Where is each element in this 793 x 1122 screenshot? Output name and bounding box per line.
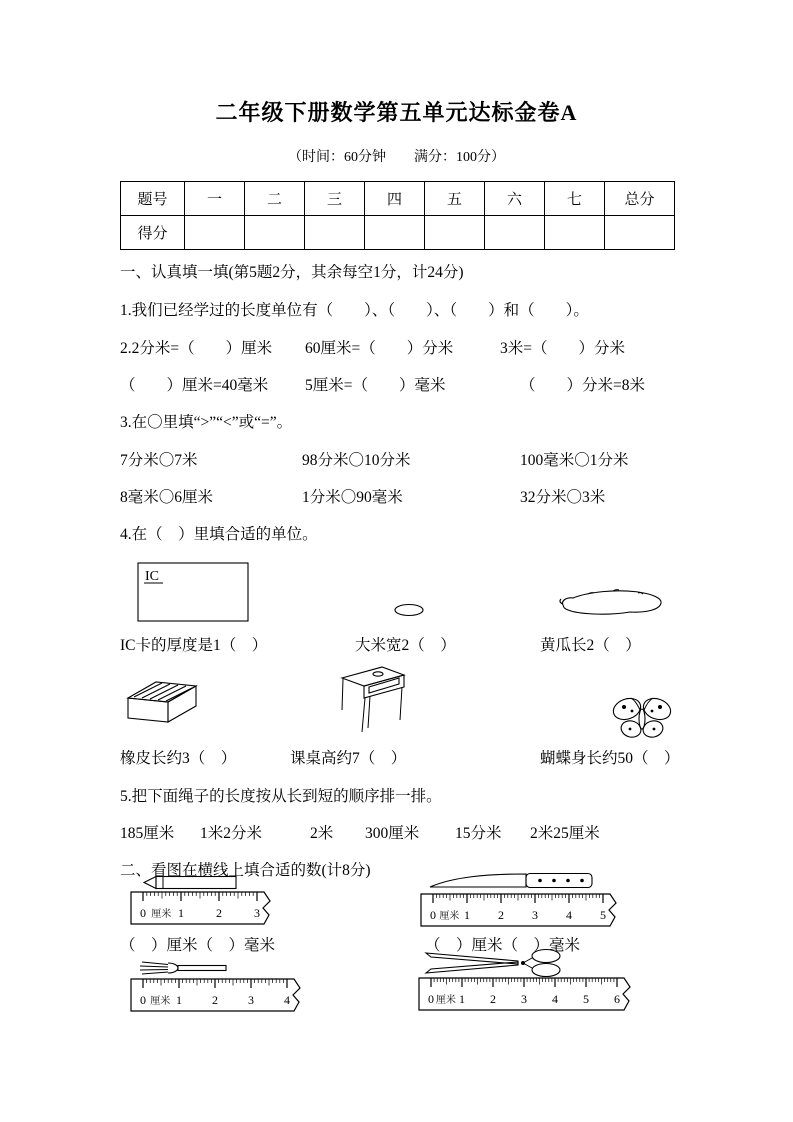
- svg-text:2: 2: [498, 908, 504, 922]
- q4-label: 大米宽2（ ）: [355, 637, 456, 654]
- q4-label: 蝴蝶身长约50（ ）: [540, 750, 680, 767]
- knife-icon: [428, 871, 596, 893]
- q4-label: 课桌高约7（ ）: [290, 750, 407, 767]
- score-blank-cell: [305, 216, 365, 250]
- answer-line-2: （ ）厘米（ ）毫米: [425, 937, 581, 954]
- question-3-row1: [120, 448, 680, 470]
- q5-item: 185厘米: [120, 825, 175, 842]
- score-header-cell: 七: [545, 182, 605, 216]
- question-4-labels-row2: [120, 746, 680, 768]
- scissors-ruler: [418, 977, 632, 1016]
- q2-item: （ ）厘米=40毫米: [120, 377, 269, 394]
- svg-text:2: 2: [212, 993, 218, 1007]
- question-2-row1: [120, 336, 680, 358]
- q5-item: 2米: [310, 825, 334, 842]
- q5-item: 2米25厘米: [530, 825, 600, 842]
- q3-item: 32分米〇3米: [520, 489, 606, 506]
- question-4-heading: 4.在（ ）里填合适的单位。: [120, 526, 318, 543]
- svg-text:4: 4: [284, 993, 290, 1007]
- q3-item: 7分米〇7米: [120, 452, 198, 469]
- page-subtitle: （时间：60分钟 满分：100分）: [288, 150, 505, 165]
- question-3-row2: [120, 485, 680, 507]
- section1-heading: 一、认真填一填(第5题2分，其余每空1分，计24分): [120, 264, 464, 281]
- svg-text:3: 3: [532, 908, 538, 922]
- score-header-cell: 五: [425, 182, 485, 216]
- answer-line-1: （ ）厘米（ ）毫米: [120, 937, 276, 954]
- q3-item: 100毫米〇1分米: [520, 452, 629, 469]
- q2-item: 2.2分米=（ ）厘米: [120, 340, 273, 357]
- question-2-row2: [120, 373, 680, 395]
- svg-text:0: 0: [140, 906, 146, 920]
- desk-icon: [336, 662, 410, 738]
- rice-grain-icon: [392, 602, 426, 618]
- score-header-cell: 二: [245, 182, 305, 216]
- q2-item: 5厘米=（ ）毫米: [305, 377, 446, 394]
- q4-label: IC卡的厚度是1（ ）: [120, 637, 268, 654]
- cucumber-icon: [558, 585, 666, 621]
- score-header-cell: 四: [365, 182, 425, 216]
- q4-label: 橡皮长约3（ ）: [120, 750, 237, 767]
- svg-text:1: 1: [176, 993, 182, 1007]
- svg-text:3: 3: [521, 992, 527, 1006]
- q2-item: 3米=（ ）分米: [500, 340, 625, 357]
- crayon-icon: [142, 875, 238, 890]
- question-1: 1.我们已经学过的长度单位有（ ）、（ ）、（ ）和（ ）。: [120, 302, 589, 319]
- question-4-labels-row1: [120, 633, 680, 655]
- q4-label: 黄瓜长2（ ）: [540, 637, 641, 654]
- svg-text:0: 0: [140, 993, 146, 1007]
- page-title: 二年级下册数学第五单元达标金卷A: [215, 100, 578, 125]
- score-header-cell: 三: [305, 182, 365, 216]
- scissors-icon: [424, 948, 582, 978]
- question-3-heading: 3.在〇里填“>”“<”或“=”。: [120, 414, 293, 431]
- q3-item: 1分米〇90毫米: [302, 489, 403, 506]
- svg-text:4: 4: [566, 908, 572, 922]
- section2-heading: 二、看图在横线上填合适的数(计8分): [120, 862, 371, 879]
- score-blank-cell: [605, 216, 675, 250]
- q2-item: 60厘米=（ ）分米: [305, 340, 454, 357]
- svg-text:2: 2: [216, 906, 222, 920]
- svg-text:厘米: 厘米: [150, 996, 171, 1007]
- svg-text:1: 1: [459, 992, 465, 1006]
- score-header-cell: 总分: [605, 182, 675, 216]
- crayon-ruler: [130, 891, 272, 930]
- svg-text:3: 3: [248, 993, 254, 1007]
- q5-item: 1米2分米: [200, 825, 263, 842]
- score-blank-cell: [185, 216, 245, 250]
- score-table-header-row: [121, 182, 675, 216]
- svg-text:2: 2: [490, 992, 496, 1006]
- score-blank-cell: [365, 216, 425, 250]
- score-header-cell: 六: [485, 182, 545, 216]
- eraser-icon: [120, 676, 200, 730]
- score-table: [120, 181, 675, 250]
- question-5-heading: 5.把下面绳子的长度按从长到短的顺序排一排。: [120, 788, 442, 805]
- svg-text:厘米: 厘米: [439, 911, 460, 922]
- fork-ruler: [130, 978, 302, 1017]
- score-header-cell: 一: [185, 182, 245, 216]
- score-blank-cell: [485, 216, 545, 250]
- svg-text:0: 0: [430, 908, 436, 922]
- score-header-cell: 题号: [121, 182, 185, 216]
- svg-text:5: 5: [583, 992, 589, 1006]
- svg-text:4: 4: [552, 992, 558, 1006]
- score-blank-cell: [545, 216, 605, 250]
- butterfly-icon: [610, 690, 674, 744]
- svg-text:1: 1: [464, 908, 470, 922]
- score-table-score-row: [121, 216, 675, 250]
- svg-text:5: 5: [600, 908, 606, 922]
- q2-item: （ ）分米=8米: [520, 377, 645, 394]
- svg-text:厘米: 厘米: [435, 995, 456, 1006]
- fork-icon: [138, 959, 230, 977]
- score-blank-cell: [245, 216, 305, 250]
- q3-item: 8毫米〇6厘米: [120, 489, 214, 506]
- q5-item: 300厘米: [365, 825, 420, 842]
- svg-text:0: 0: [428, 992, 434, 1006]
- svg-text:IC: IC: [145, 569, 159, 584]
- ic-card-icon: [137, 562, 249, 622]
- knife-ruler: [420, 893, 618, 932]
- q3-item: 98分米〇10分米: [302, 452, 411, 469]
- svg-text:1: 1: [178, 906, 184, 920]
- score-blank-cell: [425, 216, 485, 250]
- svg-text:6: 6: [614, 992, 620, 1006]
- q5-item: 15分米: [455, 825, 502, 842]
- svg-text:3: 3: [254, 906, 260, 920]
- question-5-items: [120, 821, 680, 843]
- svg-text:厘米: 厘米: [151, 909, 172, 920]
- score-row-label-cell: 得分: [121, 216, 185, 250]
